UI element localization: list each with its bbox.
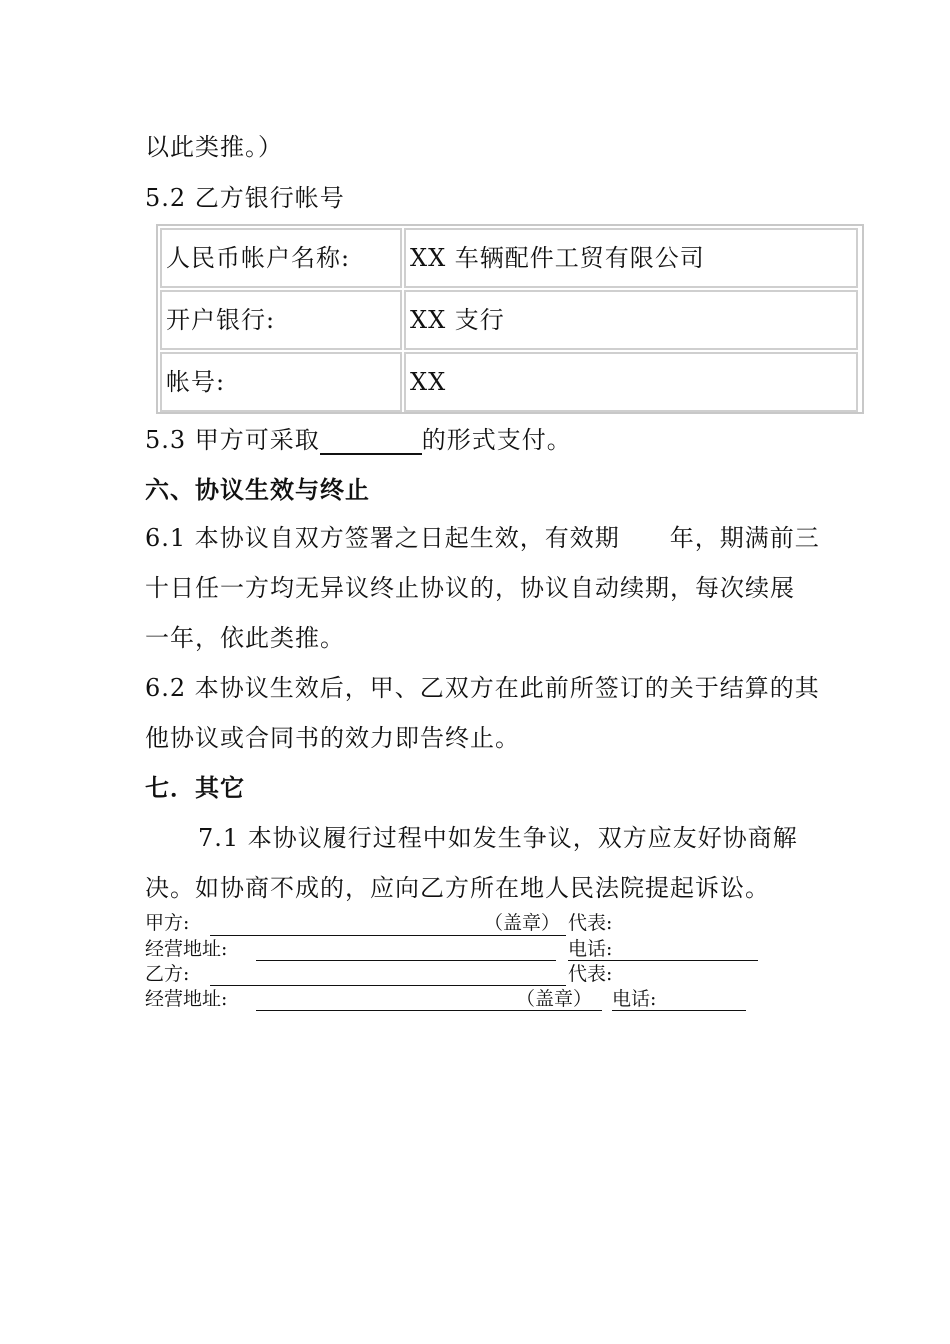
p7-1-line-1: 7.1 本协议履行过程中如发生争议，双方应友好协商解 [198,824,798,852]
table-row [160,290,860,350]
rep-label-1: 代表: [568,912,613,934]
bank-account-table [156,224,864,414]
p6-1-line-1: 6.1 本协议自双方签署之日起生效，有效期 年，期满前三 [145,524,820,552]
address-label-2: 经营地址: [145,988,228,1010]
party-a-seal: （盖章） [484,912,561,934]
phone-a-blank [568,938,758,961]
account-number-value: XX [404,352,858,412]
account-number-label: 帐号: [160,352,402,412]
rep-label-2: 代表: [568,963,613,985]
table-row [160,352,860,412]
party-a-label: 甲方: [145,912,190,934]
address-label-1: 经营地址: [145,938,228,960]
address-a-blank [256,938,556,961]
section-7-heading: 七．其它 [145,773,245,802]
p7-1-line-2: 决。如协商不成的，应向乙方所在地人民法院提起诉讼。 [145,874,770,902]
section-5-3-after: 的形式支付。 [421,426,572,454]
section-5-3-before: 5.3 甲方可采取 [145,426,320,454]
account-name-value: XX 车辆配件工贸有限公司 [404,228,858,288]
account-name-label: 人民币帐户名称: [160,228,402,288]
section-5-3 [145,425,572,455]
bank-value: XX 支行 [404,290,858,350]
phone-label-2: 电话: [612,988,657,1010]
section-5-2-title: 5.2 乙方银行帐号 [145,184,345,212]
bank-label: 开户银行: [160,290,402,350]
party-b-blank [210,963,566,986]
p6-1-line-2: 十日任一方均无异议终止协议的，协议自动续期，每次续展 [145,574,795,602]
continuation-text: 以此类推。） [145,133,283,161]
phone-b-blank [612,988,746,1011]
party-b-label: 乙方: [145,963,190,985]
p6-2-line-2: 他协议或合同书的效力即告终止。 [145,724,520,752]
p6-2-line-1: 6.2 本协议生效后，甲、乙双方在此前所签订的关于结算的其 [145,674,820,702]
section-6-heading: 六、协议生效与终止 [145,475,370,504]
phone-label-1: 电话: [568,938,613,960]
table-row [160,228,860,288]
p6-1-line-3: 一年，依此类推。 [145,624,345,652]
payment-method-blank [320,429,422,455]
party-b-seal: （盖章） [516,988,593,1010]
